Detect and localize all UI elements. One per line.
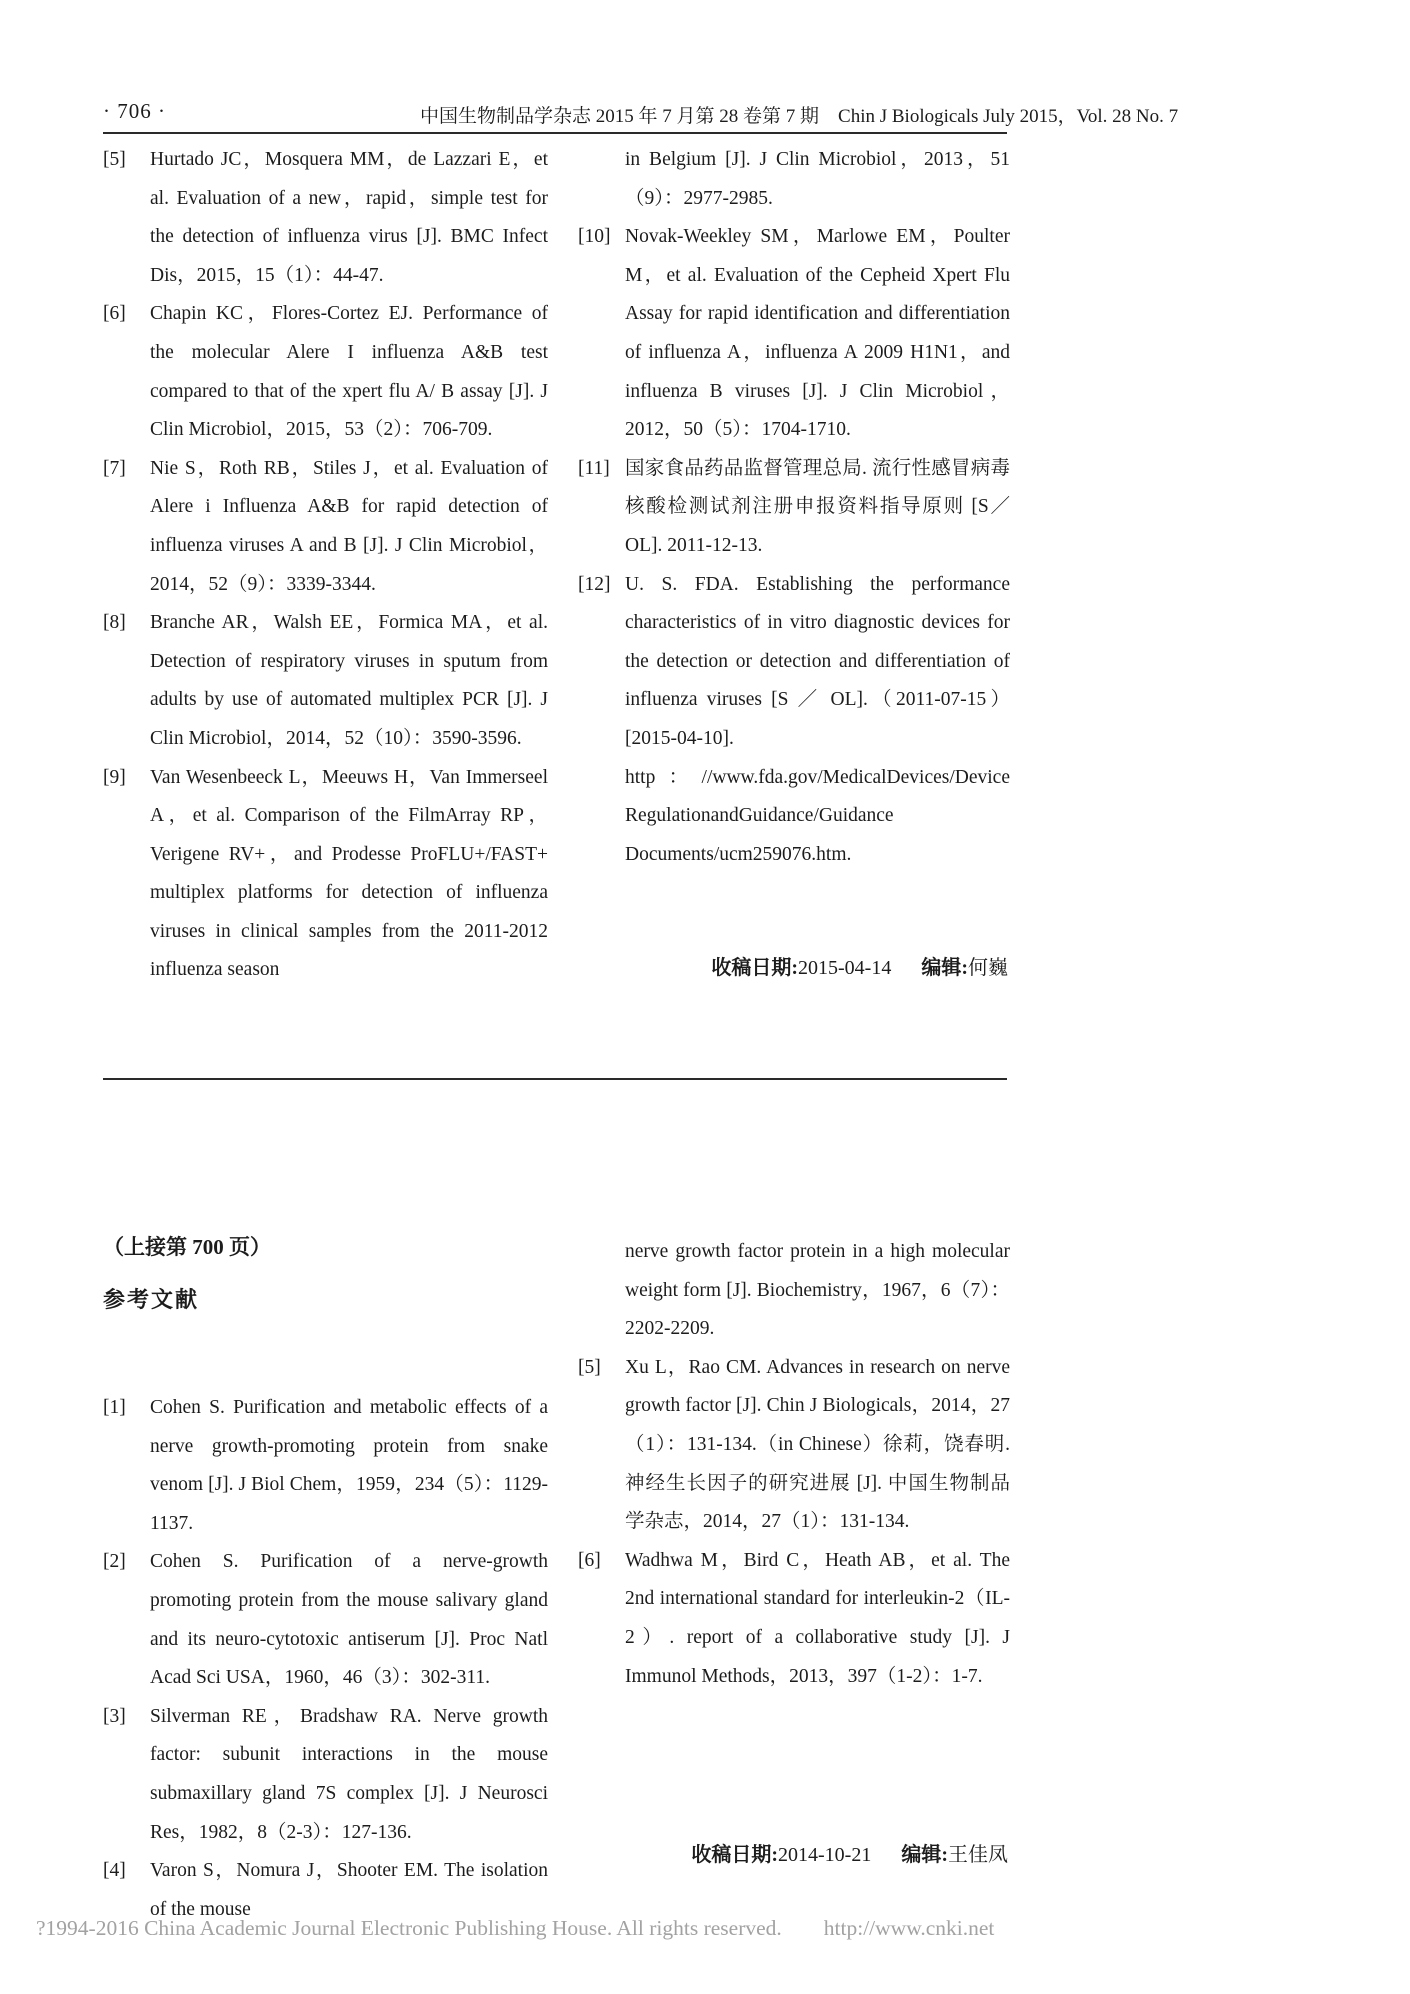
section-divider bbox=[103, 1078, 1007, 1080]
reference-item bbox=[103, 450, 548, 604]
reference-item bbox=[578, 1349, 1010, 1542]
received-date: 2015-04-14 bbox=[798, 957, 892, 979]
received-date-label: 收稿日期: bbox=[691, 1844, 778, 1866]
reference-text: nerve growth factor protein in a high molecular weight form [J]. Biochemistry，1967，6（7）：2202-2209. bbox=[625, 1241, 1010, 1340]
reference-text: Varon S，Nomura J，Shooter EM. The isolation of the mouse bbox=[150, 1860, 548, 1920]
section1-received-line bbox=[578, 951, 1008, 980]
reference-number: [11] bbox=[578, 457, 610, 479]
reference-item bbox=[578, 218, 1010, 450]
editor-name: 何巍 bbox=[968, 957, 1008, 979]
reference-text: Branche AR，Walsh EE，Formica MA，et al. Detection of respiratory viruses in sputum from adults by use of automated multiplex PCR [J]. J Clin Microbiol，2014，52（10）：3590-3596. bbox=[150, 612, 548, 749]
reference-text: 国家食品药品监督管理总局. 流行性感冒病毒核酸检测试剂注册申报资料指导原则 [S／OL]. 2011-12-13. bbox=[625, 457, 1010, 556]
journal-header-cn: 中国生物制品学杂志 2015 年 7 月第 28 卷第 7 期 bbox=[420, 106, 820, 127]
reference-number: [7] bbox=[103, 457, 126, 479]
editor-label: 编辑: bbox=[901, 1844, 948, 1866]
header-rule bbox=[103, 132, 1007, 134]
reference-number: [6] bbox=[103, 303, 126, 325]
reference-item bbox=[578, 1233, 1010, 1349]
section2-received-line bbox=[578, 1838, 1008, 1867]
section1-right-reference-list bbox=[578, 141, 1010, 874]
reference-item bbox=[103, 1543, 548, 1697]
reference-text: U. S. FDA. Establishing the performance characteristics of in vitro diagnostic devices for the detection or detection and differentiation of influenza viruses [S ／ OL].（2011-07-15）[2015-04-10]. http：//www.fda.gov/MedicalDevices/Device RegulationandGuidance/Guidance Documents/ucm259076.htm. bbox=[625, 573, 1010, 865]
received-date-label: 收稿日期: bbox=[711, 957, 798, 979]
reference-item bbox=[103, 759, 548, 991]
reference-text: Novak-Weekley SM，Marlowe EM，Poulter M，et al. Evaluation of the Cepheid Xpert Flu Assay for rapid identification and differentiation of influenza A，influenza A 2009 H1N1，and influenza B viruses [J]. J Clin Microbiol，2012，50（5）：1704-1710. bbox=[625, 226, 1010, 441]
reference-text: Cohen S. Purification of a nerve-growth promoting protein from the mouse salivary gland and its neuro-cytotoxic antiserum [J]. Proc Natl Acad Sci USA，1960，46（3）：302-311. bbox=[150, 1551, 548, 1689]
reference-text: Hurtado JC，Mosquera MM，de Lazzari E，et al. Evaluation of a new，rapid，simple test for the detection of influenza virus [J]. BMC Infect Dis，2015，15（1）：44-47. bbox=[150, 149, 548, 286]
reference-item bbox=[578, 141, 1010, 218]
reference-item bbox=[103, 604, 548, 758]
reference-number: [3] bbox=[103, 1705, 126, 1727]
received-date: 2014-10-21 bbox=[778, 1844, 872, 1866]
footer-copyright: ?1994-2016 China Academic Journal Electronic Publishing House. All rights reserved. bbox=[36, 1916, 782, 1940]
reference-item bbox=[103, 1698, 548, 1852]
reference-item bbox=[578, 566, 1010, 875]
reference-number: [12] bbox=[578, 573, 611, 595]
reference-number: [4] bbox=[103, 1860, 126, 1882]
reference-text: in Belgium [J]. J Clin Microbiol，2013，51（9）：2977-2985. bbox=[625, 149, 1010, 209]
references-heading: 参考文献 bbox=[103, 1287, 200, 1312]
footer-watermark bbox=[36, 1916, 1376, 1941]
reference-number: [5] bbox=[578, 1356, 601, 1378]
reference-number: [2] bbox=[103, 1551, 126, 1573]
section2-left-reference-list bbox=[103, 1389, 548, 1929]
reference-number: [10] bbox=[578, 226, 611, 248]
reference-text: Cohen S. Purification and metabolic effects of a nerve growth-promoting protein from snake venom [J]. J Biol Chem，1959，234（5）：1129-1137. bbox=[150, 1397, 548, 1534]
reference-text: Van Wesenbeeck L，Meeuws H，Van Immerseel A，et al. Comparison of the FilmArray RP，Verigene RV+，and Prodesse ProFLU+/FAST+ multiplex platforms for detection of influenza viruses in clinical samples from the 2011-2012 influenza season bbox=[150, 766, 548, 981]
reference-text: Silverman RE，Bradshaw RA. Nerve growth factor: subunit interactions in the mouse submaxillary gland 7S complex [J]. J Neurosci Res，1982，8（2-3）：127-136. bbox=[150, 1705, 548, 1843]
reference-text: Nie S，Roth RB，Stiles J，et al. Evaluation of Alere i Influenza A&B for rapid detection of influenza viruses A and B [J]. J Clin Microbiol，2014，52（9）：3339-3344. bbox=[150, 457, 548, 595]
journal-header-en: Chin J Biologicals July 2015，Vol. 28 No. 7 bbox=[838, 106, 1179, 127]
editor-name: 王佳凤 bbox=[948, 1844, 1008, 1866]
reference-number: [8] bbox=[103, 612, 126, 634]
reference-number: [1] bbox=[103, 1397, 126, 1418]
section1-left-reference-list bbox=[103, 141, 548, 990]
reference-text: Wadhwa M，Bird C，Heath AB，et al. The 2nd international standard for interleukin-2（IL-2）. report of a collaborative study [J]. J Immunol Methods，2013，397（1-2）：1-7. bbox=[625, 1549, 1010, 1687]
editor-label: 编辑: bbox=[921, 957, 968, 979]
journal-header bbox=[420, 101, 1179, 128]
reference-item bbox=[578, 1542, 1010, 1696]
reference-item bbox=[103, 141, 548, 295]
page-number: · 706 · bbox=[103, 99, 166, 123]
reference-item bbox=[578, 450, 1010, 566]
continued-note: （上接第 700 页） bbox=[103, 1235, 271, 1259]
reference-text: Chapin KC，Flores-Cortez EJ. Performance of the molecular Alere I influenza A&B test compared to that of the xpert flu A/ B assay [J]. J Clin Microbiol，2015，53（2）：706-709. bbox=[150, 303, 548, 441]
reference-number: [6] bbox=[578, 1549, 601, 1571]
reference-item bbox=[103, 295, 548, 449]
reference-item bbox=[103, 1389, 548, 1543]
reference-number: [9] bbox=[103, 766, 126, 788]
reference-text: Xu L，Rao CM. Advances in research on nerve growth factor [J]. Chin J Biologicals，2014，27（1）：131-134.（in Chinese）徐莉，饶春明. 神经生长因子的研究进展 [J]. 中国生物制品学杂志，2014，27（1）：131-134. bbox=[625, 1356, 1010, 1533]
section2-right-reference-list bbox=[578, 1233, 1010, 1696]
reference-number: [5] bbox=[103, 149, 126, 170]
footer-url: http://www.cnki.net bbox=[823, 1916, 995, 1940]
